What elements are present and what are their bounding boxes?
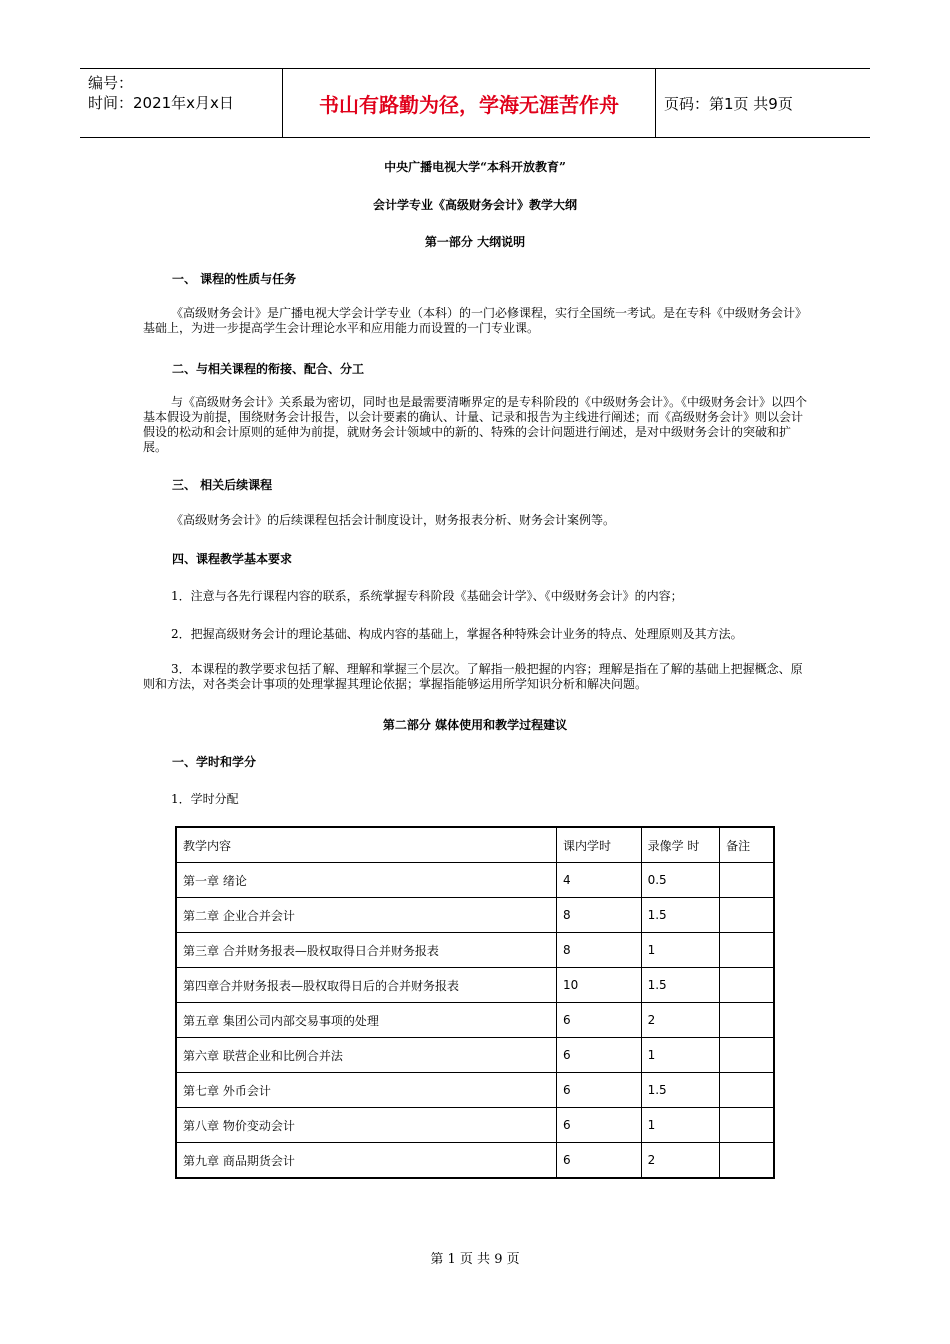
remark-cell [720,1038,774,1073]
remark-cell [720,968,774,1003]
remark-cell [720,1003,774,1038]
document-header [80,68,870,138]
chapter-cell: 第八章 物价变动会计 [176,1108,557,1143]
table-row [176,933,774,968]
class-hours-cell: 10 [557,968,642,1003]
requirement-item: 2．把握高级财务会计的理论基础、构成内容的基础上，掌握各种特殊会计业务的特点、处理原则及其方法。 [171,627,743,641]
header-page-info: 页码：第1页 共9页 [664,94,793,113]
page-footer: 第 1 页 共 9 页 [430,1252,520,1267]
table-row [176,1143,774,1179]
remark-cell [720,898,774,933]
table-row [176,1073,774,1108]
remark-cell [720,1108,774,1143]
chapter-cell: 第六章 联营企业和比例合并法 [176,1038,557,1073]
class-hours-cell: 6 [557,1003,642,1038]
class-hours-cell: 6 [557,1073,642,1108]
section-heading: 一、 课程的性质与任务 [172,272,297,286]
section-paragraph: 《高级财务会计》的后续课程包括会计制度设计，财务报表分析、财务会计案例等。 [171,513,616,527]
class-hours-cell: 8 [557,933,642,968]
video-hours-cell: 1 [641,933,720,968]
section-heading: 一、学时和学分 [172,755,257,769]
table-row [176,1003,774,1038]
part2-title: 第二部分 媒体使用和教学过程建议 [382,718,568,732]
header-divider [655,69,656,137]
class-hours-cell: 6 [557,1108,642,1143]
chapter-cell: 第四章合并财务报表—股权取得日后的合并财务报表 [176,968,557,1003]
chapter-cell: 第九章 商品期货会计 [176,1143,557,1179]
table-row [176,1108,774,1143]
subsection-label: 1．学时分配 [171,792,239,806]
video-hours-cell: 1 [641,1038,720,1073]
header-meta [88,73,283,113]
requirement-item: 1．注意与各先行课程内容的联系，系统掌握专科阶段《基础会计学》、《中级财务会计》的内容； [171,589,683,603]
time-label: 时间：2021年x月x日 [88,94,234,112]
video-hours-cell: 2 [641,1143,720,1179]
school-title: 中央广播电视大学“本科开放教育” [384,160,566,174]
class-hours-cell: 4 [557,863,642,898]
chapter-cell: 第五章 集团公司内部交易事项的处理 [176,1003,557,1038]
chapter-cell: 第一章 绪论 [176,863,557,898]
table-header-cell: 备注 [720,827,774,863]
table-row [176,863,774,898]
remark-cell [720,1143,774,1179]
header-motto: 书山有路勤为径，学海无涯苦作舟 [319,92,619,117]
table-header-cell: 教学内容 [176,827,557,863]
remark-cell [720,1073,774,1108]
video-hours-cell: 2 [641,1003,720,1038]
section-paragraph: 与《高级财务会计》关系最为密切，同时也是最需要清晰界定的是专科阶段的《中级财务会计》。《中级财务会计》以四个基本假设为前提，围绕财务会计报告，以会计要素的确认、计量、记录和报告为主线进行阐述；而《高级财务会计》则以会计假设的松动和会计原则的延伸为前提，就财务会计领域中的新的、特殊的会计问题进行阐述，是对中级财务会计的突破和扩展。 [143,395,808,454]
table-header-row [176,827,774,863]
section-heading: 二、与相关课程的衔接、配合、分工 [172,362,365,376]
video-hours-cell: 0.5 [641,863,720,898]
chapter-cell: 第七章 外币会计 [176,1073,557,1108]
table-row [176,898,774,933]
part1-title: 第一部分 大纲说明 [424,235,526,249]
number-label: 编号： [88,74,134,92]
chapter-cell: 第三章 合并财务报表—股权取得日合并财务报表 [176,933,557,968]
class-hours-cell: 8 [557,898,642,933]
section-paragraph: 《高级财务会计》是广播电视大学会计学专业（本科）的一门必修课程，实行全国统一考试。是在专科《中级财务会计》基础上，为进一步提高学生会计理论水平和应用能力而设置的一门专业课。 [143,306,808,335]
table-row [176,968,774,1003]
syllabus-title: 会计学专业《高级财务会计》教学大纲 [372,198,577,212]
section-heading: 四、课程教学基本要求 [172,552,293,566]
table-row [176,1038,774,1073]
section-heading: 三、 相关后续课程 [172,478,273,492]
class-hours-cell: 6 [557,1143,642,1179]
video-hours-cell: 1 [641,1108,720,1143]
table-header-cell: 录像学 时 [641,827,720,863]
video-hours-cell: 1.5 [641,1073,720,1108]
video-hours-cell: 1.5 [641,898,720,933]
table-header-cell: 课内学时 [557,827,642,863]
chapter-cell: 第二章 企业合并会计 [176,898,557,933]
remark-cell [720,933,774,968]
requirement-item: 3．本课程的教学要求包括了解、理解和掌握三个层次。了解指一般把握的内容；理解是指在了解的基础上把握概念、原则和方法，对各类会计事项的处理掌握其理论依据；掌握指能够运用所学知识分析和解决问题。 [143,662,803,691]
video-hours-cell: 1.5 [641,968,720,1003]
class-hours-cell: 6 [557,1038,642,1073]
hours-table [175,826,775,1179]
remark-cell [720,863,774,898]
